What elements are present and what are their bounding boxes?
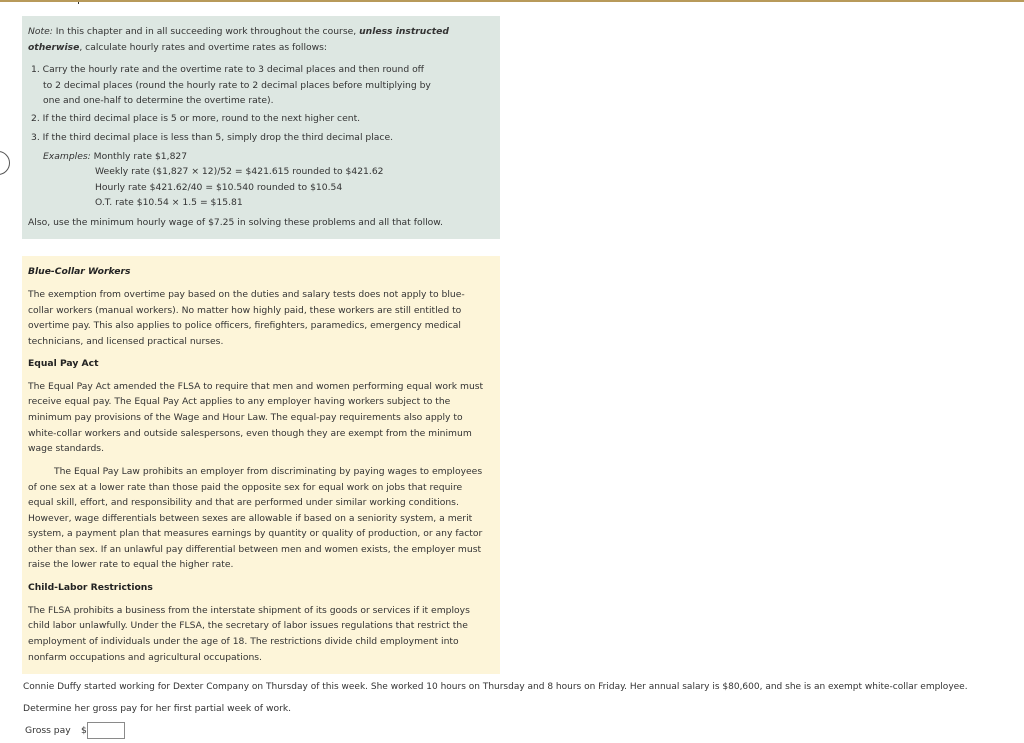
rule-1-line-a: 1. Carry the hourly rate and the overtime rate to 3 decimal places and then round off bbox=[31, 64, 425, 75]
paragraph-line: other than sex. If an unlawful pay differential between men and women exists, the employer must bbox=[28, 544, 482, 555]
heading-equal-pay-act: Equal Pay Act bbox=[28, 358, 99, 369]
example-hourly-rate: Hourly rate $421.62/40 = $10.540 rounded to $10.54 bbox=[95, 182, 343, 193]
question-text: Connie Duffy started working for Dexter Company on Thursday of this week. She worked 10 hours on Thursday and 8 hours on Friday. Her annual salary is $80,600, and she is an exempt white-collar employee. bbox=[23, 682, 968, 692]
heading-blue-collar: Blue-Collar Workers bbox=[28, 266, 131, 277]
paragraph-line: receive equal pay. The Equal Pay Act applies to any employer having workers subject to the bbox=[28, 396, 451, 407]
paragraph-line: technicians, and licensed practical nurses. bbox=[28, 336, 224, 347]
rule-1-line-b: to 2 decimal places (round the hourly rate to 2 decimal places before multiplying by bbox=[43, 80, 431, 91]
paragraph-line: white-collar workers and outside salespersons, even though they are exempt from the minimum bbox=[28, 428, 472, 439]
paragraph-line: of one sex at a lower rate than those paid the opposite sex for equal work on jobs that require bbox=[28, 482, 463, 493]
paragraph-line: The FLSA prohibits a business from the interstate shipment of its goods or services if it employs bbox=[28, 605, 470, 616]
gross-pay-label: Gross pay bbox=[25, 725, 71, 736]
paragraph-line: However, wage differentials between sexes are allowable if based on a seniority system, a merit bbox=[28, 513, 473, 524]
note-emphasis: unless instructed bbox=[359, 26, 449, 37]
paragraph-line: wage standards. bbox=[28, 443, 105, 454]
paragraph-line: overtime pay. This also applies to police officers, firefighters, paramedics, emergency medical bbox=[28, 320, 461, 331]
note-label: Note: bbox=[28, 26, 53, 37]
side-circle-control[interactable] bbox=[0, 151, 10, 175]
dollar-sign: $ bbox=[81, 725, 87, 736]
top-border-tick bbox=[78, 2, 79, 4]
rule-2: 2. If the third decimal place is 5 or more, round to the next higher cent. bbox=[31, 113, 361, 124]
note-emphasis-2: otherwise bbox=[28, 42, 80, 53]
paragraph-line: equal skill, effort, and responsibility and that are performed under similar working conditions. bbox=[28, 497, 459, 508]
rule-1-line-c: one and one-half to determine the overtime rate). bbox=[43, 95, 274, 106]
paragraph-line: The exemption from overtime pay based on the duties and salary tests does not apply to blue- bbox=[28, 289, 465, 300]
paragraph-line: system, a payment plan that measures earnings by quantity or quality of production, or any factor bbox=[28, 528, 483, 539]
paragraph-line: minimum pay provisions of the Wage and Hour Law. The equal-pay requirements also apply to bbox=[28, 412, 463, 423]
question-instruction: Determine her gross pay for her first partial week of work. bbox=[23, 703, 292, 714]
top-border bbox=[0, 0, 1024, 2]
paragraph-line: child labor unlawfully. Under the FLSA, the secretary of labor issues regulations that restrict the bbox=[28, 620, 468, 631]
info-box bbox=[22, 256, 500, 674]
note-text: In this chapter and in all succeeding work throughout the course, bbox=[52, 26, 360, 37]
note-text-2: , calculate hourly rates and overtime rates as follows: bbox=[79, 42, 328, 53]
examples-line bbox=[43, 151, 187, 163]
note-line-2 bbox=[28, 42, 327, 54]
paragraph-line: The Equal Pay Law prohibits an employer from discriminating by paying wages to employees bbox=[54, 466, 483, 477]
paragraph-line: raise the lower rate to equal the higher rate. bbox=[28, 559, 234, 570]
note-line-1 bbox=[28, 26, 449, 38]
paragraph-line: employment of individuals under the age of 18. The restrictions divide child employment into bbox=[28, 636, 459, 647]
paragraph-line: nonfarm occupations and agricultural occupations. bbox=[28, 652, 262, 663]
rule-3: 3. If the third decimal place is less than 5, simply drop the third decimal place. bbox=[31, 132, 394, 143]
examples-label: Examples: bbox=[43, 151, 91, 162]
paragraph-line: collar workers (manual workers). No matter how highly paid, these workers are still entitled to bbox=[28, 305, 462, 316]
example-weekly-rate: Weekly rate ($1,827 × 12)/52 = $421.615 rounded to $421.62 bbox=[95, 166, 384, 177]
note-box bbox=[22, 16, 500, 239]
gross-pay-input[interactable] bbox=[87, 722, 125, 739]
heading-child-labor: Child-Labor Restrictions bbox=[28, 582, 153, 593]
example-ot-rate: O.T. rate $10.54 × 1.5 = $15.81 bbox=[95, 197, 243, 208]
minimum-wage-note: Also, use the minimum hourly wage of $7.25 in solving these problems and all that follow. bbox=[28, 217, 443, 228]
paragraph-line: The Equal Pay Act amended the FLSA to require that men and women performing equal work must bbox=[28, 381, 484, 392]
examples-monthly-rate: Monthly rate $1,827 bbox=[90, 151, 188, 162]
